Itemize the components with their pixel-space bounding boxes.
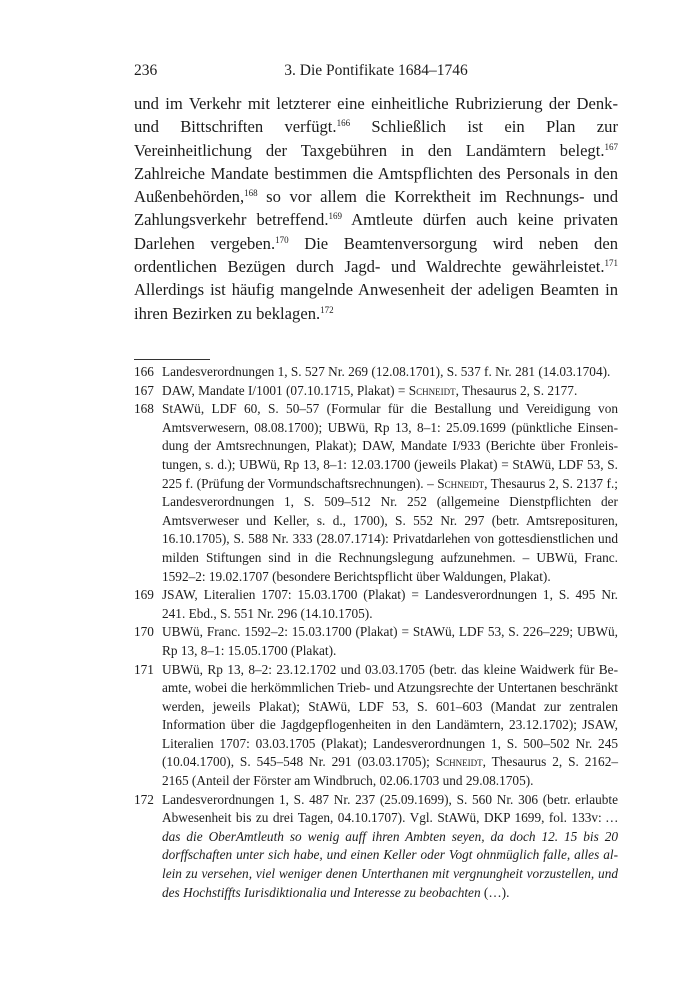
footnote-number: 167 <box>134 382 154 398</box>
running-head: 3. Die Pontifikate 1684–1746 <box>284 62 468 79</box>
page-number: 236 <box>134 62 158 79</box>
footnote-ref-171[interactable]: 171 <box>604 258 618 269</box>
footnote-number: 169 <box>134 587 154 603</box>
footnote <box>134 400 618 586</box>
footnote <box>134 661 618 791</box>
footnote <box>134 791 618 903</box>
footnote-ref-166[interactable]: 166 <box>336 118 351 129</box>
text-segment: so vor allem die Korrektheit im Rechnungs- und Zahlungsverkehr betreffend. <box>134 187 618 230</box>
footnote-number: 166 <box>134 364 154 379</box>
footnote <box>134 623 618 660</box>
footnote-segment: , Thesaurus 2, S. 2162–2165 (Anteil der Förster am Windbruch, 02.06.1703 und 29.08.1705). <box>162 754 618 789</box>
text-segment: Allerdings ist häufig mangelnde Anwesenheit der adeligen Beamten in ihren Bezirken zu beklagen. <box>134 280 618 323</box>
author-name: Schneidt <box>437 475 485 491</box>
body-paragraph <box>134 92 618 325</box>
footnote-segment: UBWü, Rp 13, 8–2: 23.12.1702 und 03.03.1705 (betr. das kleine Waidwerk für Beamte, wobei die herkömmlichen Trieb- und Atzungsrechte der Untertanen beschränkt werden, jeweils Plakat); StAWü, LDF 53, S. 601–603 (Mandat zur zentralen Information über die Jagdgepflogenheiten in den Landämtern, 23.12.1702); JSAW, Literalien 1707: 03.03.1705 (Plakat); Landesverordnungen 1, S. 500–502 Nr. 245 (10.04.1700), S. 545–548 Nr. 291 (03.03.1705); <box>162 661 618 770</box>
footnote-text <box>162 661 618 791</box>
footnote-text <box>162 791 618 903</box>
text-segment: und im Verkehr mit letzterer eine einheitliche Rubrizierung der Denk- und Bittschriften verfügt. <box>134 94 618 137</box>
footnote-text <box>162 586 618 623</box>
footnote-number: 168 <box>134 401 154 417</box>
text-segment: Schließlich ist ein Plan zur Vereinheitlichung der Taxgebühren in den Landämtern belegt. <box>134 117 618 160</box>
text-segment: Zahlreiche Mandate bestimmen die Amtspflichten des Personals in den Außenbehörden, <box>134 163 618 207</box>
footnote-segment: , Thesaurus 2, S. 2177. <box>455 382 578 398</box>
footnote-text <box>162 363 618 382</box>
footnote-number: 170 <box>134 624 154 640</box>
quotation: … das die OberAmtleuth so wenig auff ihren Ambten seyen, da doch 12. 15 bis 20 dorffschaften unter sich habe, und einen Keller oder Vogt ohnmüglich falle, alles allein zu versehen, viel weniger denen Unterthanen mit vergnungheit vorzustellen, und des Hochstiffts Iurisdiktionalia und Interesse zu beobachten <box>162 810 618 900</box>
footnote-ref-167[interactable]: 167 <box>604 141 618 152</box>
footnote-ref-170[interactable]: 170 <box>275 234 289 245</box>
footnote-segment: (…). <box>480 884 510 900</box>
footnote-text <box>162 400 618 586</box>
footnote-segment: DAW, Mandate I/1001 (07.10.1715, Plakat) = <box>162 382 409 398</box>
text-segment: Die Beamtenversorgung wird neben den ordentlichen Bezügen durch Jagd- und Waldrechte gewährleistet. <box>134 233 618 277</box>
footnote-ref-168[interactable]: 168 <box>244 188 258 199</box>
footnote-text <box>162 382 618 401</box>
footnote-segment: Landesverordnungen 1, S. 527 Nr. 269 (12.08.1701), S. 537 f. Nr. 281 (14.03.1704). <box>162 364 611 379</box>
footnote <box>134 382 618 401</box>
footnote-segment: , Thesaurus 2, S. 2137 f.; Landesverordnungen 1, S. 509–512 Nr. 252 (allgemeine Dienstpflichten der Amtsverweser und Keller, s. d., 1700), S. 552 Nr. 297 (betr. Amtsreposituren, 16.10.1705), S. 588 Nr. 333 (28.07.1714): Privatdarlehen von gottesdienstlichen und milden Stiftungen sind in die Rechnungslegung aufzunehmen. – UBWü, Franc. 1592–2: 19.02.1707 (besondere Berichtspflicht über Waldungen, Plakat). <box>162 475 618 584</box>
main-text <box>134 92 618 325</box>
footnote-number: 172 <box>134 791 154 807</box>
footnote-number: 171 <box>134 661 154 677</box>
footnote <box>134 363 618 382</box>
footnote-separator <box>134 359 210 360</box>
footnote-segment: JSAW, Literalien 1707: 15.03.1700 (Plakat) = Landesverordnungen 1, S. 495 Nr. 241. Ebd., S. 551 Nr. 296 (14.10.1705). <box>162 587 618 621</box>
footnote-text <box>162 623 618 660</box>
footnote <box>134 586 618 623</box>
footnote-ref-169[interactable]: 169 <box>328 211 342 222</box>
footnote-ref-172[interactable]: 172 <box>320 304 334 315</box>
footnote-segment: UBWü, Franc. 1592–2: 15.03.1700 (Plakat) = StAWü, LDF 53, S. 226–229; UBWü, Rp 13, 8–1: 15.05.1700 (Plakat). <box>162 624 618 658</box>
author-name: Schneidt <box>408 382 456 398</box>
footnote-segment: StAWü, LDF 60, S. 50–57 (Formular für die Bestallung und Vereidigung von Amtsverwesern, 08.08.1700); UBWü, Rp 13, 8–1: 25.09.1699 (pünktliche Einsendung der Amtsrechnungen, Plakat); DAW, Mandate I/933 (Berichte über Fronleistungen, s. d.); UBWü, Rp 13, 8–1: 12.03.1700 (jeweils Plakat) = StAWü, LDF 53, S. 225 f. (Prüfung der Vormundschaftsrechnungen). – <box>162 401 618 491</box>
text-segment: Amtleute dürfen auch keine privaten Darlehen vergeben. <box>134 210 618 253</box>
footnotes <box>134 363 618 902</box>
author-name: Schneidt <box>435 754 483 770</box>
page-header <box>134 62 618 84</box>
footnote-segment: Landesverordnungen 1, S. 487 Nr. 237 (25.09.1699), S. 560 Nr. 306 (betr. erlaubte Abwesenheit bis zu drei Tagen, 04.10.1707). Vgl. StAWü, DKP 1699, fol. 133v: <box>162 791 618 826</box>
